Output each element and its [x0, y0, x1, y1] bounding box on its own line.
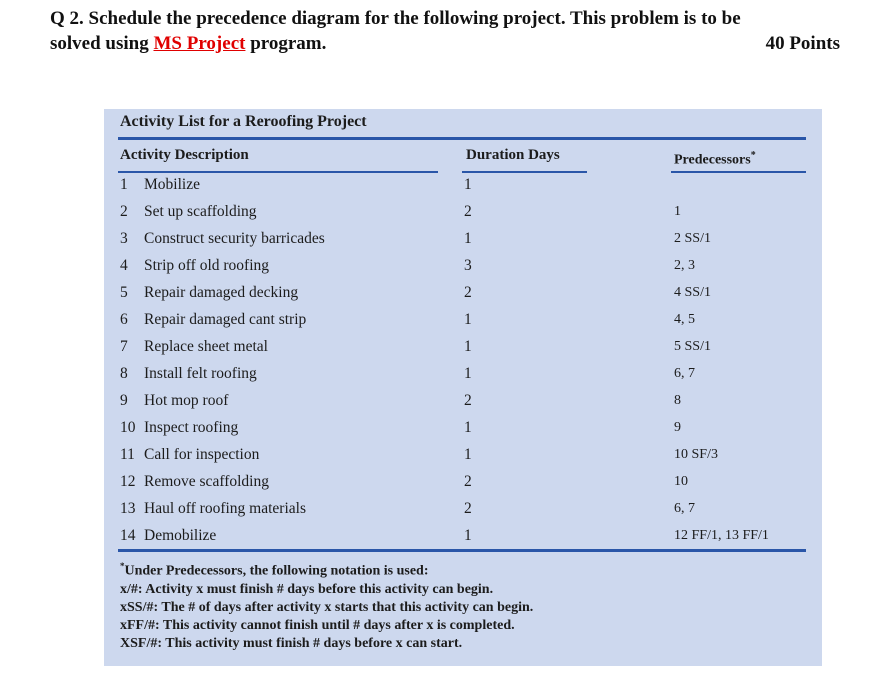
- activity-description: Inspect roofing: [144, 419, 239, 436]
- activity-duration: 2: [464, 284, 472, 301]
- activity-duration: 2: [464, 392, 472, 409]
- note-line: x/#: Activity x must finish # days before this activity can begin.: [120, 581, 494, 597]
- activity-duration: 1: [464, 419, 472, 436]
- question-line-2-suffix: program.: [245, 33, 327, 54]
- header-predecessors-mark: *: [750, 150, 756, 161]
- activity-duration: 2: [464, 203, 472, 220]
- activity-predecessors: 5 SS/1: [674, 339, 711, 354]
- activity-description: Remove scaffolding: [144, 473, 269, 490]
- activity-predecessors: 1: [674, 204, 681, 219]
- table-row: [104, 442, 822, 469]
- note-line: xFF/#: This activity cannot finish until # days after x is completed.: [120, 617, 515, 633]
- activity-duration: 1: [464, 176, 472, 193]
- header-duration: Duration Days: [466, 147, 560, 163]
- activity-description: Repair damaged cant strip: [144, 311, 307, 328]
- header-predecessors: [674, 150, 756, 169]
- activity-number: 7: [120, 338, 128, 355]
- activity-description: Mobilize: [144, 176, 200, 193]
- question-line-2-prefix: solved using: [50, 33, 154, 54]
- table-row: [104, 226, 822, 253]
- notes-mark: *: [120, 561, 125, 571]
- activity-description: Call for inspection: [144, 446, 260, 463]
- activity-number: 2: [120, 203, 128, 220]
- activity-number: 13: [120, 500, 136, 517]
- activity-duration: 1: [464, 338, 472, 355]
- activity-table-figure: [104, 109, 822, 666]
- activity-description: Construct security barricades: [144, 230, 325, 247]
- table-row: [104, 361, 822, 388]
- activity-duration: 1: [464, 365, 472, 382]
- activity-description: Install felt roofing: [144, 365, 257, 382]
- ms-project-link[interactable]: MS Project: [153, 33, 246, 54]
- activity-predecessors: 2 SS/1: [674, 231, 711, 246]
- activity-predecessors: 10: [674, 474, 688, 489]
- activity-description: Demobilize: [144, 527, 217, 544]
- table-title: Activity List for a Reroofing Project: [120, 113, 367, 130]
- activity-description: Hot mop roof: [144, 392, 229, 409]
- activity-number: 4: [120, 257, 128, 274]
- activity-duration: 1: [464, 446, 472, 463]
- activity-description: Replace sheet metal: [144, 338, 268, 355]
- table-row: [104, 253, 822, 280]
- activity-duration: 1: [464, 311, 472, 328]
- activity-predecessors: 12 FF/1, 13 FF/1: [674, 528, 769, 543]
- activity-predecessors: 4, 5: [674, 312, 695, 327]
- question-line-2: [50, 31, 840, 56]
- table-body: [104, 172, 822, 550]
- table-row: [104, 469, 822, 496]
- table-top-rule: [118, 137, 806, 140]
- question-line-1: Q 2. Schedule the precedence diagram for the following project. This problem is to be: [50, 8, 741, 29]
- activity-predecessors: 8: [674, 393, 681, 408]
- table-row: [104, 172, 822, 199]
- table-row: [104, 523, 822, 550]
- activity-number: 5: [120, 284, 128, 301]
- activity-predecessors: 6, 7: [674, 366, 695, 381]
- activity-duration: 2: [464, 500, 472, 517]
- activity-predecessors: 9: [674, 420, 681, 435]
- table-row: [104, 199, 822, 226]
- activity-description: Repair damaged decking: [144, 284, 299, 301]
- table-row: [104, 307, 822, 334]
- activity-number: 12: [120, 473, 136, 490]
- activity-number: 11: [120, 446, 135, 463]
- note-line: XSF/#: This activity must finish # days before x can start.: [120, 635, 463, 651]
- header-description: Activity Description: [120, 147, 249, 163]
- question-text: [50, 6, 840, 56]
- points-label: 40 Points: [765, 33, 840, 54]
- table-row: [104, 280, 822, 307]
- activity-number: 6: [120, 311, 128, 328]
- activity-number: 10: [120, 419, 136, 436]
- activity-duration: 2: [464, 473, 472, 490]
- table-row: [104, 388, 822, 415]
- activity-description: Set up scaffolding: [144, 203, 257, 220]
- notation-notes: [120, 557, 800, 653]
- activity-duration: 1: [464, 527, 472, 544]
- activity-duration: 3: [464, 257, 472, 274]
- activity-number: 1: [120, 176, 128, 193]
- activity-number: 14: [120, 527, 136, 544]
- activity-number: 3: [120, 230, 128, 247]
- note-line: xSS/#: The # of days after activity x starts that this activity can begin.: [120, 599, 534, 615]
- activity-duration: 1: [464, 230, 472, 247]
- activity-predecessors: 4 SS/1: [674, 285, 711, 300]
- table-row: [104, 496, 822, 523]
- activity-predecessors: 2, 3: [674, 258, 695, 273]
- notes-intro: [120, 557, 800, 581]
- table-bottom-rule: [118, 549, 806, 552]
- table-row: [104, 415, 822, 442]
- header-predecessors-label: Predecessors: [674, 152, 751, 168]
- table-row: [104, 334, 822, 361]
- activity-predecessors: 6, 7: [674, 501, 695, 516]
- notes-intro-text: Under Predecessors, the following notation is used:: [124, 563, 429, 579]
- activity-number: 8: [120, 365, 128, 382]
- activity-number: 9: [120, 392, 128, 409]
- activity-description: Haul off roofing materials: [144, 500, 306, 517]
- activity-predecessors: 10 SF/3: [674, 447, 718, 462]
- activity-description: Strip off old roofing: [144, 257, 269, 274]
